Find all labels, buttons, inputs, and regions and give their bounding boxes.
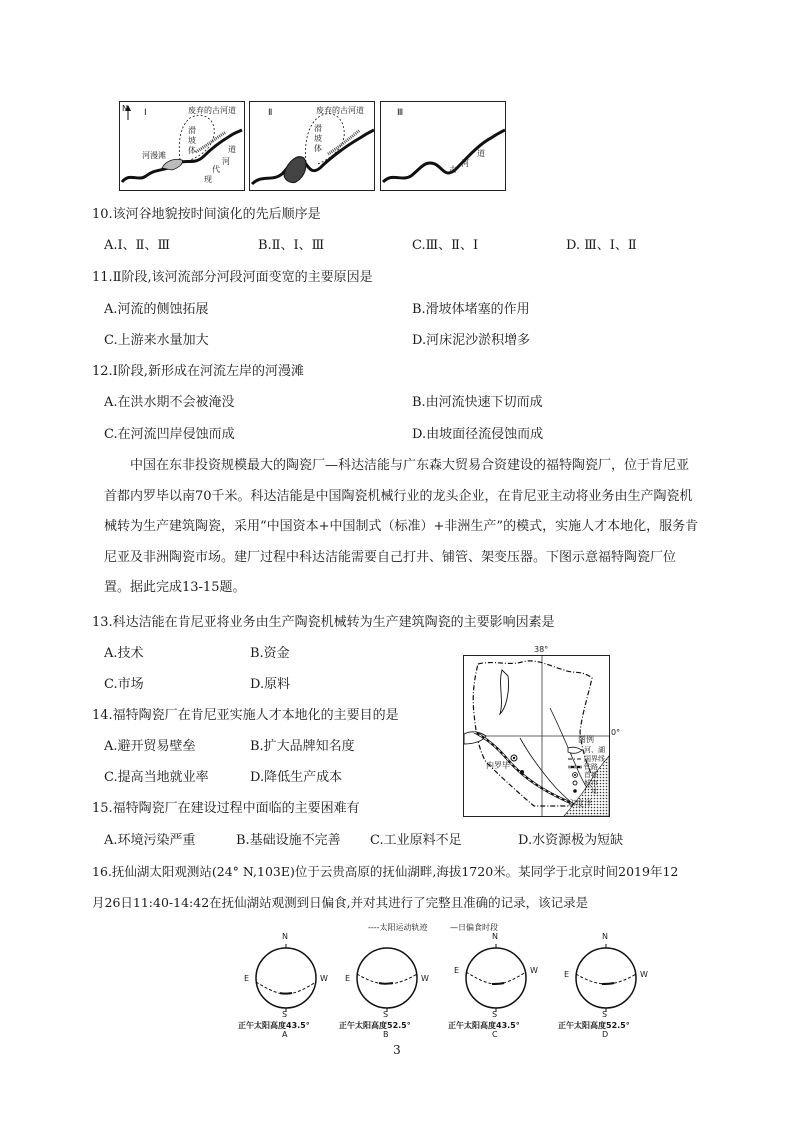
q11-option-c: C.上游来水量加大: [104, 333, 209, 348]
q10-option-b: B.Ⅱ、Ⅰ、Ⅲ: [258, 238, 325, 253]
q10-option-d: D. Ⅲ、Ⅰ、Ⅱ: [566, 238, 637, 253]
sun-dial-a: [236, 932, 336, 1042]
dial-c-e: E: [454, 966, 460, 975]
north-label: N: [122, 104, 128, 113]
map-legend-city: 城市: [584, 779, 598, 787]
page-number: 3: [393, 1043, 401, 1057]
dial-c-letter: C: [492, 1030, 498, 1039]
dial-a-caption: 正午太阳高度43.5°: [238, 1021, 310, 1030]
panel-1-label-he: 河: [222, 157, 230, 166]
dial-a-n: N: [282, 932, 288, 941]
panel-3-numeral: Ⅲ: [397, 108, 404, 118]
dial-a-s: S: [282, 1010, 288, 1019]
map-latitude-label: 0°: [611, 728, 621, 737]
q14-option-b: B.扩大品牌知名度: [250, 739, 355, 754]
q10-option-a: A.Ⅰ、Ⅱ、Ⅲ: [104, 238, 171, 253]
passage: 中国在东非投资规模最大的陶瓷厂—科达洁能与广东森大贸易合资建设的福特陶瓷厂，位于肯尼亚首都内罗毕以南70千米。科达洁能是中国陶瓷机械行业的龙头企业，在肯尼亚主动将业务由生产陶瓷机械转为生产建筑陶瓷，采用“中国资本+中国制式（标准）+非洲生产”的模式，实施人才本地化，服务肯尼亚及非洲陶瓷市场。建厂过程中科达洁能需要自己打井、铺管、架变压器。下图示意福特陶瓷厂位置。据此完成13-15题。: [104, 458, 699, 595]
panel-2-old-channel-label: 废弃的古河道: [316, 106, 364, 115]
q15-option-c: C.工业原料不足: [370, 833, 462, 848]
map-legend-lake: 河、湖: [584, 746, 605, 754]
panel-1-floodplain-label: 河漫滩: [142, 151, 166, 160]
q13-option-d: D.原料: [250, 677, 291, 692]
q14-option-c: C.提高当地就业率: [104, 770, 209, 785]
panel-3-label-gu: 古: [449, 165, 457, 174]
q16-stem-line1: 16.抚仙湖太阳观测站(24° N,103E)位于云贵高原的抚仙湖畔,海拔1720米。某同学于北京时间2019年12: [92, 864, 679, 879]
dial-b-w: W: [421, 974, 429, 983]
q10-stem: 10.该河谷地貌按时间演化的先后顺序是: [92, 207, 321, 222]
river-panel-3: [380, 101, 506, 191]
map-longitude-label: 38°: [534, 645, 549, 654]
river-panel-1: [119, 101, 245, 191]
dial-b-caption: 正午太阳高度52.5°: [339, 1021, 411, 1030]
dial-a-letter: A: [282, 1030, 288, 1039]
map-legend-factory: 厂址: [584, 787, 598, 795]
sun-dial-b: [337, 936, 437, 1042]
sun-legend-eclipse: —日偏食时段: [450, 923, 498, 932]
q12-option-a: A.在洪水期不会被淹没: [104, 395, 235, 410]
dial-b-letter: B: [383, 1030, 389, 1039]
dial-d-s: S: [602, 1010, 608, 1019]
panel-3-label-dao: 道: [477, 149, 485, 158]
q11-stem: 11.Ⅱ阶段,该河流部分河段河面变宽的主要原因是: [92, 270, 373, 285]
q15-stem: 15.福特陶瓷厂在建设过程中面临的主要困难有: [92, 801, 360, 816]
river-panel-2: [249, 101, 375, 191]
sun-dial-d: [556, 932, 656, 1042]
map-city-label: 内罗毕: [486, 761, 510, 770]
q14-option-d: D.降低生产成本: [250, 770, 343, 785]
map-legend-title: 图例: [578, 735, 594, 744]
dial-a-e: E: [244, 974, 250, 983]
q15-option-d: D.水资源极为短缺: [518, 833, 624, 848]
dial-d-n: N: [602, 932, 608, 941]
panel-1-label-dao: 道: [228, 145, 236, 154]
q11-option-d: D.河床泥沙淤积增多: [412, 333, 531, 348]
q15-option-a: A.环境污染严重: [104, 833, 196, 848]
map-legend-border: 国界线: [584, 755, 605, 763]
dial-b-s: S: [383, 1010, 389, 1019]
q15-option-b: B.基础设施不完善: [236, 833, 341, 848]
panel-1-label-xian: 现: [204, 175, 212, 184]
map-legend-railway: 铁路: [584, 763, 598, 771]
dial-c-w: W: [530, 966, 538, 975]
q12-option-c: C.在河流凹岸侵蚀而成: [104, 427, 235, 442]
panel-2-landslide-label: 滑坡体: [314, 124, 322, 153]
panel-2-numeral: Ⅱ: [268, 108, 273, 118]
map-ocean-label: 印度洋: [568, 799, 592, 808]
q14-option-a: A.避开贸易壁垒: [104, 739, 196, 754]
panel-1-old-channel-label: 废弃的古河道: [188, 106, 236, 115]
q12-stem: 12.Ⅰ阶段,新形成在河流左岸的河漫滩: [92, 364, 304, 379]
dial-d-w: W: [640, 970, 648, 979]
dial-d-caption: 正午太阳高度52.5°: [558, 1021, 630, 1030]
dial-a-w: W: [320, 974, 328, 983]
q14-stem: 14.福特陶瓷厂在肯尼亚实施人才本地化的主要目的是: [92, 708, 399, 723]
panel-1-landslide-label: 滑坡体: [188, 126, 196, 155]
q13-option-a: A.技术: [104, 646, 144, 661]
q13-option-c: C.市场: [104, 677, 144, 692]
panel-1-label-dai: 代: [212, 165, 220, 174]
q10-option-c: C.Ⅲ、Ⅱ、Ⅰ: [412, 238, 479, 253]
kenya-map: [463, 655, 621, 817]
dial-c-caption: 正午太阳高度43.5°: [448, 1021, 520, 1030]
q16-stem-line2: 月26日11:40-14:42在抚仙湖站观测到日偏食,并对其进行了完整且准确的记录，该记录是: [92, 895, 589, 910]
dial-d-e: E: [564, 970, 570, 979]
dial-d-letter: D: [602, 1030, 609, 1039]
q13-option-b: B.资金: [250, 646, 290, 661]
q12-option-b: B.由河流快速下切而成: [412, 395, 543, 410]
dial-b-e: E: [345, 974, 351, 983]
sun-dial-c: [446, 932, 546, 1042]
q12-option-d: D.由坡面径流侵蚀而成: [412, 427, 544, 442]
panel-1-numeral: Ⅰ: [144, 108, 147, 118]
panel-3-label-he: 河: [461, 159, 469, 168]
dial-c-s: S: [492, 1010, 498, 1019]
q13-stem: 13.科达洁能在肯尼亚将业务由生产陶瓷机械转为生产建筑陶瓷的主要影响因素是: [92, 615, 555, 630]
q11-option-a: A.河流的侧蚀拓展: [104, 302, 209, 317]
sun-legend-path: ----太阳运动轨迹: [368, 923, 428, 932]
dial-c-n: N: [492, 932, 498, 941]
map-legend-capital: 首都: [584, 771, 598, 779]
q11-option-b: B.滑坡体堵塞的作用: [412, 302, 530, 317]
